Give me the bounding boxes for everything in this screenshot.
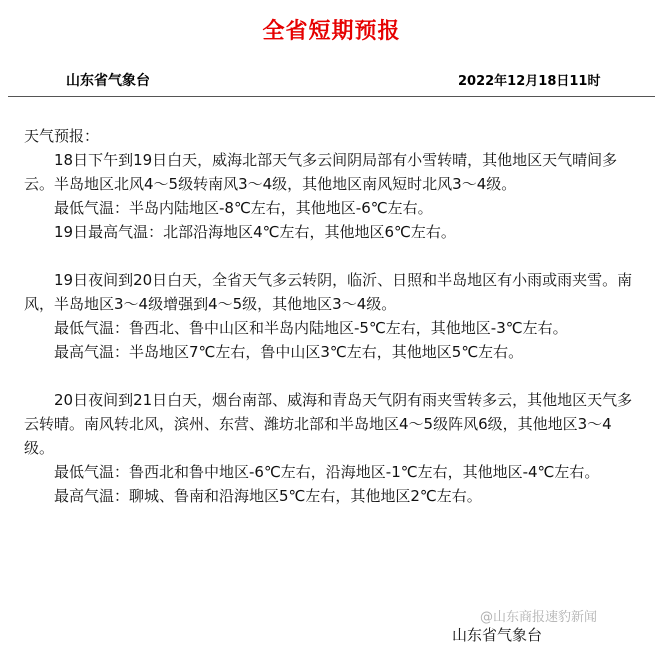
- period2-min-temp: 最低气温：鲁西北、鲁中山区和半岛内陆地区-5℃左右，其他地区-3℃左右。: [54, 319, 568, 337]
- page-title: 全省短期预报: [262, 19, 401, 44]
- period1-weather: 18日下午到19日白天，威海北部天气多云间阴局部有小雪转晴，其他地区天气晴间多云。半岛地区北风4～5级转南风3～4级，其他地区南风短时北风3～4级。: [24, 151, 618, 193]
- period3-weather: 20日夜间到21日白天，烟台南部、威海和青岛天气阴有雨夹雪转多云，其他地区天气多云转晴。南风转北风，滨州、东营、潍坊北部和半岛地区4～5级阵风6级，其他地区3～4级。: [24, 391, 633, 457]
- forecast-body: [24, 124, 640, 508]
- period1-min-temp: 最低气温：半岛内陆地区-8℃左右，其他地区-6℃左右。: [54, 199, 433, 217]
- header-divider: [8, 96, 655, 97]
- paragraph-gap: [24, 244, 640, 268]
- period2-max-temp: 最高气温：半岛地区7℃左右，鲁中山区3℃左右，其他地区5℃左右。: [54, 343, 524, 361]
- paragraph-gap: [24, 364, 640, 388]
- source-watermark: @山东商报速豹新闻: [480, 610, 598, 625]
- issue-timestamp: 2022年12月18日11时: [458, 74, 601, 89]
- period2-weather: 19日夜间到20日白天，全省天气多云转阴，临沂、日照和半岛地区有小雨或雨夹雪。南风，半岛地区3～4级增强到4～5级，其他地区3～4级。: [24, 271, 633, 313]
- issuing-agency: 山东省气象台: [66, 73, 150, 89]
- footer-signature: 山东省气象台: [452, 626, 543, 644]
- period3-min-temp: 最低气温：鲁西北和鲁中地区-6℃左右，沿海地区-1℃左右，其他地区-4℃左右。: [54, 463, 600, 481]
- period1-max-temp: 19日最高气温：北部沿海地区4℃左右，其他地区6℃左右。: [54, 223, 456, 241]
- period3-max-temp: 最高气温：聊城、鲁南和沿海地区5℃左右，其他地区2℃左右。: [54, 487, 482, 505]
- forecast-heading: 天气预报：: [24, 127, 100, 145]
